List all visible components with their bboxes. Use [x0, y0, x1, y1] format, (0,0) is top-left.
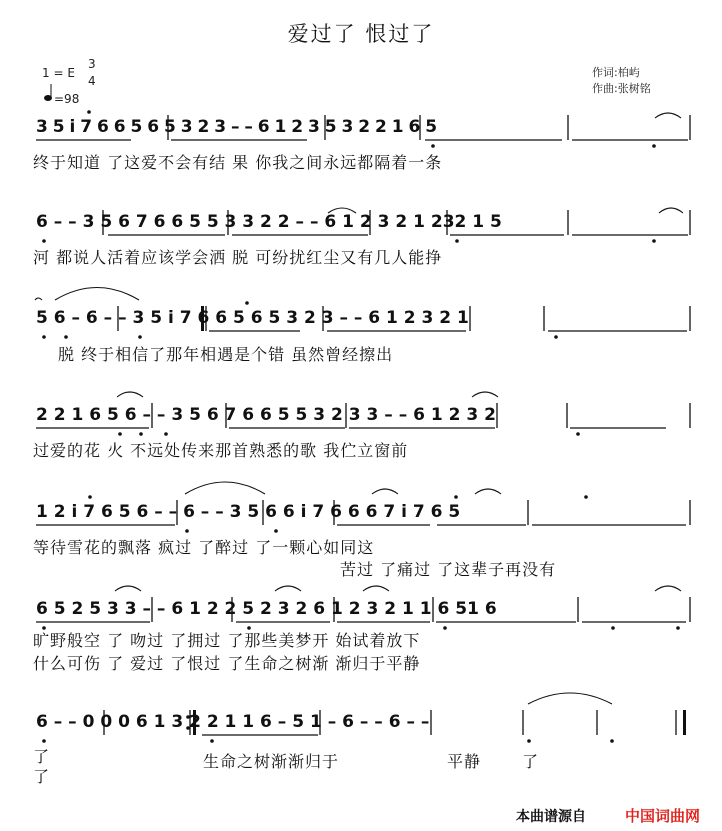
- lyrics-line-1: 终于知道 了这爱不会有结 果 你我之间永远都隔着一条: [33, 153, 443, 172]
- tempo-marking: =98: [54, 92, 80, 106]
- lyrics-line-5b: 苦过 了痛过 了这辈子再没有: [340, 560, 557, 579]
- lyrics-line-7b: 了: [33, 767, 51, 786]
- lyrics-line-7a: 了: [33, 747, 51, 766]
- notes-line-4: 2 2 1 6 5 6 – – 3 5 6 7 6 6 5 5 3 2 3 3 – – 6 1 2 3 2: [36, 405, 496, 425]
- composer-credit: 作曲:张树铭: [592, 82, 651, 95]
- lyrics-line-4: 过爱的花 火 不远处传来那首熟悉的歌 我伫立窗前: [33, 441, 409, 460]
- notes-line-5: 1 2 i 7 6 5 6 – – 6 – – 3 5 6 6 i 7 6 6 6 7 i 7 6 5: [36, 502, 461, 522]
- lyrics-line-2: 河 都说人活着应该学会洒 脱 可纷扰红尘又有几人能挣: [33, 248, 443, 267]
- lyrics-line-5a: 等待雪花的飘落 疯过 了醉过 了一颗心如同这: [33, 538, 375, 557]
- notes-line-3: 5 6 – 6 – – 3 5 i 7 6 6 5 6 5 3 2 3 – – 6 1 2 3 2 1: [36, 308, 469, 328]
- notes-line-6: 6 5 2 5 3 3 – – 6 1 2 2 5 2 3 2 6 1 2 3 2 1 1 6 51 6: [36, 599, 497, 619]
- notes-line-2: 6 – – 3 5 6 7 6 6 5 5 3 3 2 2 – – 6 1 2 3 2 1 232 1 5: [36, 212, 502, 232]
- lyricist-credit: 作词:柏屿: [592, 66, 640, 79]
- lyrics-line-7d: 平静: [447, 752, 482, 771]
- lyrics-line-7e: 了: [522, 752, 540, 771]
- page-title: 爱过了 恨过了: [287, 22, 435, 46]
- time-signature-bottom: 4: [88, 74, 96, 88]
- time-signature-top: 3: [88, 57, 96, 71]
- lyrics-line-3: 脱 终于相信了那年相遇是个错 虽然曾经擦出: [58, 345, 394, 364]
- notes-line-7: 6 – – 0 0 0 6 1 3 2 2 1 1 6 – 5 1 – 6 – – 6 – –: [36, 712, 430, 732]
- lyrics-line-6b: 什么可伤 了 爱过 了恨过 了生命之树渐 渐归于平静: [33, 654, 421, 673]
- lyrics-line-6a: 旷野般空 了 吻过 了拥过 了那些美梦开 始试着放下: [33, 631, 421, 650]
- source-label: 本曲谱源自: [516, 809, 586, 825]
- lyrics-line-7c: 生命之树渐渐归于: [203, 752, 340, 771]
- notes-line-1: 3 5 i 7 6 6 5 6 5 3 2 3 – – 6 1 2 3 5 3 2 2 1 6 5: [36, 117, 438, 137]
- key-signature: 1 = E: [42, 66, 75, 80]
- site-link[interactable]: 中国词曲网: [625, 807, 701, 825]
